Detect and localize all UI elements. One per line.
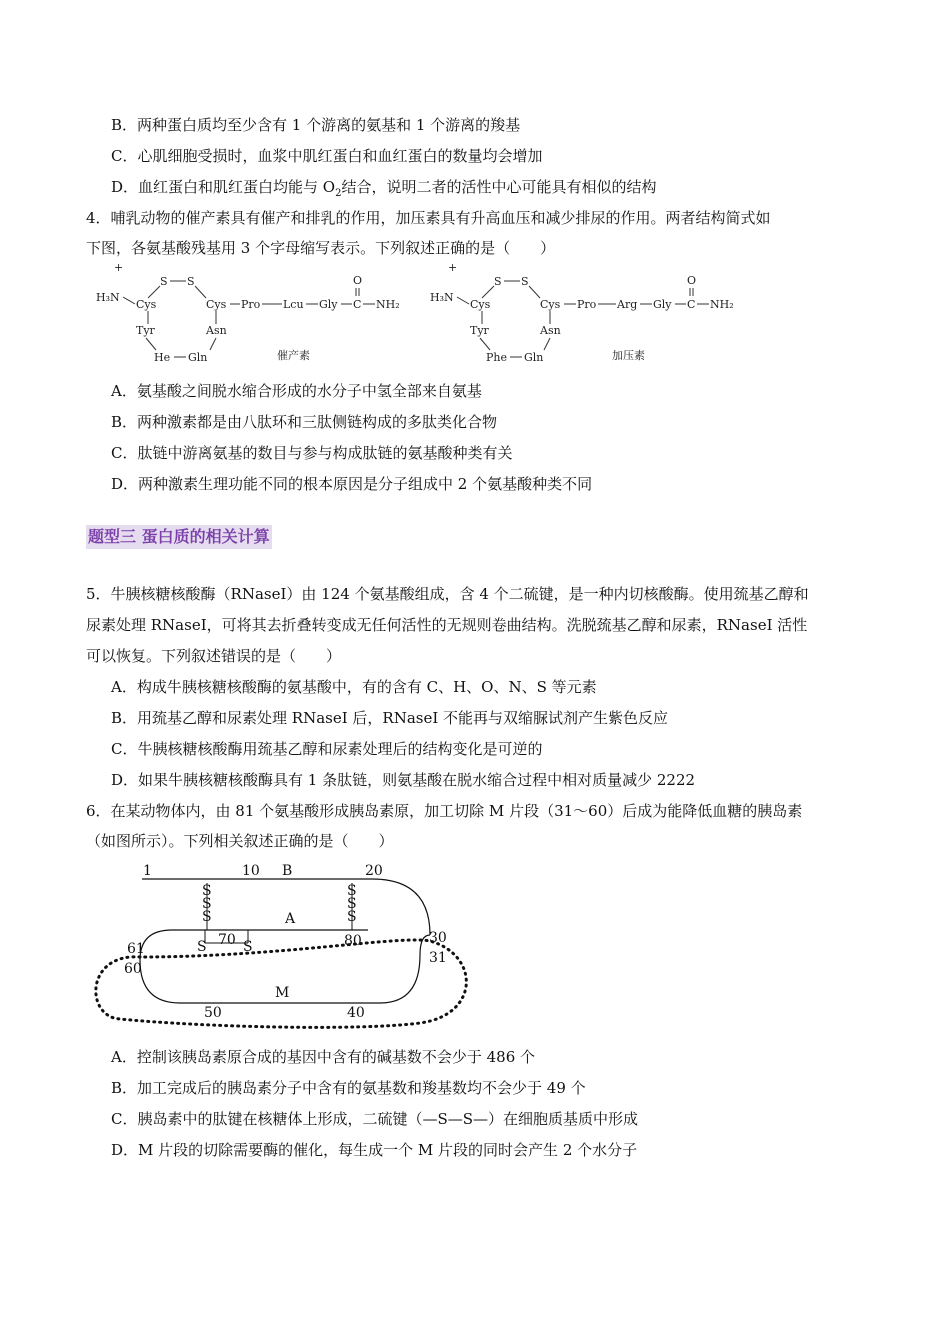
- vasopressin-nh2: NH₂: [710, 298, 734, 311]
- label-s-1: S: [202, 883, 212, 899]
- label-30: 30: [429, 930, 447, 946]
- q5-option-a: A．构成牛胰核糖核酸酶的氨基酸中，有的含有 C、H、O、N、S 等元素: [111, 678, 597, 696]
- q5-stem-line3: 可以恢复。下列叙述错误的是（ ）: [86, 647, 342, 665]
- q6-stem-line1: 6．在某动物体内，由 81 个氨基酸形成胰岛素原，加工切除 M 片段（31～60）后成为能降低血糖的胰岛素: [86, 802, 803, 820]
- label-s-3: S: [202, 909, 212, 925]
- oxytocin-pro: Pro: [241, 298, 261, 311]
- label-31: 31: [429, 950, 447, 966]
- label-s-5: S: [347, 896, 357, 912]
- oxytocin-gln: Gln: [188, 351, 208, 364]
- vasopressin-gly: Gly: [653, 298, 672, 311]
- q6-option-c: C．胰岛素中的肽键在核糖体上形成，二硫键（—S—S—）在细胞质基质中形成: [111, 1110, 639, 1128]
- label-80: 80: [344, 933, 362, 949]
- q4-option-c: C．肽链中游离氨基的数目与参与构成肽链的氨基酸种类有关: [111, 444, 513, 462]
- oxytocin-nh2: NH₂: [376, 298, 400, 311]
- label-50: 50: [204, 1005, 222, 1021]
- vasopressin-gln: Gln: [524, 351, 544, 364]
- q3-option-d-text-post: 结合，说明二者的活性中心可能具有相似的结构: [341, 178, 657, 196]
- oxytocin-gly: Gly: [319, 298, 338, 311]
- label-20: 20: [365, 863, 383, 879]
- q4-option-d: D．两种激素生理功能不同的根本原因是分子组成中 2 个氨基酸种类不同: [111, 475, 593, 493]
- q5-option-d: D．如果牛胰核糖核酸酶具有 1 条肽链，则氨基酸在脱水缩合过程中相对质量减少 2222: [111, 771, 696, 789]
- q3-option-c: C．心肌细胞受损时，血浆中肌红蛋白和血红蛋白的数量均会增加: [111, 147, 543, 165]
- label-s-7: S: [197, 939, 207, 955]
- vasopressin-h3n: H₃N: [430, 291, 454, 304]
- oxytocin-s1: S: [160, 275, 168, 288]
- oxytocin-c: C: [353, 298, 362, 311]
- vasopressin-s1: S: [494, 275, 502, 288]
- oxytocin-h3n: H₃N: [96, 291, 120, 304]
- oxytocin-asn: Asn: [206, 324, 227, 337]
- label-b-chain: B: [282, 863, 293, 879]
- q6-option-b: B．加工完成后的胰岛素分子中含有的氨基数和羧基数均不会少于 49 个: [111, 1079, 586, 1097]
- oxytocin-caption: 催产素: [277, 349, 310, 362]
- vasopressin-pro: Pro: [577, 298, 597, 311]
- oxytocin-tyr: Tyr: [136, 324, 155, 337]
- vasopressin-asn: Asn: [540, 324, 561, 337]
- q6-stem-line2: （如图所示）。下列相关叙述正确的是（ ）: [86, 832, 394, 850]
- vasopressin-s2: S: [521, 275, 529, 288]
- vasopressin-structure: [430, 261, 734, 364]
- oxytocin-structure: [96, 261, 400, 364]
- q3-option-d-text-pre: D．血红蛋白和肌红蛋白均能与 O: [111, 178, 336, 196]
- oxytocin-residue5: He: [154, 351, 171, 364]
- q5-stem-line2: 尿素处理 RNaseI，可将其去折叠转变成无任何活性的无规则卷曲结构。洗脱巯基乙醇和尿素，RNaseI 活性: [86, 616, 808, 634]
- label-s-4: S: [347, 883, 357, 899]
- q3-option-b: B．两种蛋白质均至少含有 1 个游离的氨基和 1 个游离的羧基: [111, 116, 521, 134]
- q6-option-d: D．M 片段的切除需要酶的催化，每生成一个 M 片段的同时会产生 2 个水分子: [111, 1141, 638, 1159]
- oxytocin-cys2: Cys: [206, 298, 227, 311]
- label-60: 60: [124, 961, 142, 977]
- oxytocin-cys1: Cys: [136, 298, 157, 311]
- label-s-6: S: [347, 909, 357, 925]
- vasopressin-tyr: Tyr: [470, 324, 489, 337]
- oxytocin-plus: +: [114, 261, 124, 274]
- vasopressin-cys1: Cys: [470, 298, 491, 311]
- insulin-precursor-figure: [80, 855, 480, 1035]
- label-61: 61: [127, 941, 145, 957]
- q4-stem-line1: 4．哺乳动物的催产素具有催产和排乳的作用，加压素具有升高血压和减少排尿的作用。两者结构简式如: [86, 209, 771, 227]
- vasopressin-cys2: Cys: [540, 298, 561, 311]
- vasopressin-plus: +: [448, 261, 458, 274]
- label-s-2: S: [202, 896, 212, 912]
- q3-option-d: [111, 177, 656, 204]
- label-m-fragment: M: [275, 985, 290, 1001]
- label-s-8: S: [243, 939, 253, 955]
- q6-option-a: A．控制该胰岛素原合成的基因中含有的碱基数不会少于 486 个: [111, 1048, 536, 1066]
- section-title: 题型三 蛋白质的相关计算: [86, 525, 272, 549]
- vasopressin-caption: 加压素: [612, 349, 645, 362]
- vasopressin-c: C: [687, 298, 696, 311]
- q5-option-c: C．牛胰核糖核酸酶用巯基乙醇和尿素处理后的结构变化是可逆的: [111, 740, 543, 758]
- q4-option-a: A．氨基酸之间脱水缩合形成的水分子中氢全部来自氨基: [111, 382, 482, 400]
- q3-option-d-subscript: 2: [335, 188, 342, 199]
- hormone-structure-figure: [90, 261, 750, 368]
- label-70: 70: [218, 932, 236, 948]
- oxytocin-o: O: [353, 274, 363, 287]
- q5-stem-line1: 5．牛胰核糖核酸酶（RNaseI）由 124 个氨基酸组成，含 4 个二硫键，是一种内切核酸酶。使用巯基乙醇和: [86, 585, 809, 603]
- label-a-chain: A: [285, 911, 296, 927]
- label-40: 40: [347, 1005, 365, 1021]
- oxytocin-s2: S: [187, 275, 195, 288]
- q4-stem-line2: 下图，各氨基酸残基用 3 个字母缩写表示。下列叙述正确的是（ ）: [86, 239, 556, 257]
- q4-option-b: B．两种激素都是由八肽环和三肽侧链构成的多肽类化合物: [111, 413, 498, 431]
- oxytocin-residue8: Lcu: [283, 298, 304, 311]
- vasopressin-residue8: Arg: [617, 298, 638, 311]
- vasopressin-o: O: [687, 274, 697, 287]
- q5-option-b: B．用巯基乙醇和尿素处理 RNaseI 后，RNaseI 不能再与双缩脲试剂产生紫色反应: [111, 709, 669, 727]
- label-1: 1: [143, 863, 152, 879]
- label-10: 10: [242, 863, 260, 879]
- vasopressin-residue5: Phe: [486, 351, 507, 364]
